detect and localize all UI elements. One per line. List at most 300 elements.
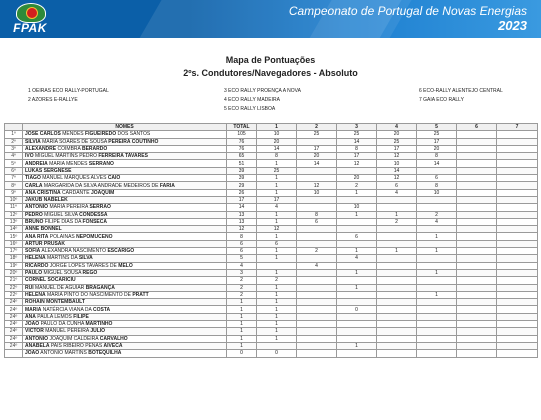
name-cell — [23, 175, 227, 182]
last-name: SILVA — [78, 255, 93, 262]
event-points-cell — [297, 306, 337, 313]
event-points-cell — [297, 291, 337, 298]
last-name: JOAQUIM — [90, 189, 115, 196]
event-points-cell — [457, 291, 497, 298]
event-points-cell — [297, 277, 337, 284]
last-name: BERARDO — [81, 146, 108, 153]
total-cell: 2 — [227, 291, 257, 298]
event-points-cell: 0 — [337, 306, 377, 313]
middle-name: JOAQUIM CALDEIRA — [49, 335, 99, 342]
name-cell — [23, 328, 227, 335]
last-name: PRUSAK — [43, 240, 66, 247]
table-row — [5, 350, 538, 357]
event-points-cell — [377, 269, 417, 276]
first-name: ANA RITA — [25, 233, 49, 240]
middle-name: ALEXANDRA NASCIMENTO — [41, 248, 107, 255]
event-points-cell — [337, 196, 377, 203]
last-name: FONSECA — [82, 219, 107, 225]
middle-name: POLAINAS — [49, 233, 75, 240]
name-cell — [23, 284, 227, 291]
name-cell — [23, 233, 227, 240]
first-name: VICTOR — [25, 328, 44, 335]
event-points-cell: 1 — [257, 291, 297, 298]
event-points-cell — [417, 321, 457, 328]
event-points-cell: 1 — [417, 233, 457, 240]
name-cell — [23, 255, 227, 262]
rank-cell: 1º — [5, 131, 23, 138]
first-name: ANTÓNIO — [25, 335, 49, 342]
event-points-cell: 17 — [377, 145, 417, 152]
last-name: BONNEL — [40, 226, 62, 233]
rank-cell: 16º — [5, 240, 23, 247]
table-row — [5, 211, 538, 218]
total-cell: 5 — [227, 255, 257, 262]
event-points-cell: 1 — [417, 291, 457, 298]
total-cell: 6 — [227, 240, 257, 247]
event-3: 3 ECO RALLY PROENÇA A NOVA — [224, 88, 301, 94]
event-points-cell — [297, 167, 337, 174]
name-cell — [23, 269, 227, 276]
rank-cell: 9º — [5, 189, 23, 196]
event-points-cell: 20 — [257, 138, 297, 145]
last-name: FIGUEIREDO — [85, 131, 117, 138]
event-points-cell: 25 — [337, 131, 377, 138]
rank-cell: 2º — [5, 138, 23, 145]
rank-cell: 24º — [5, 328, 23, 335]
rank-cell — [5, 350, 23, 357]
event-points-cell — [497, 153, 538, 160]
event-points-cell — [457, 277, 497, 284]
event-points-cell — [457, 196, 497, 203]
total-cell: 1 — [227, 306, 257, 313]
name-cell — [23, 291, 227, 298]
event-points-cell: 2 — [377, 218, 417, 225]
last-name: CARVALHO — [99, 335, 128, 342]
logo-text: FPAK — [13, 21, 47, 35]
event-points-cell: 8 — [337, 145, 377, 152]
total-cell: 26 — [227, 189, 257, 196]
event-points-cell — [497, 138, 538, 145]
first-name: RUI — [25, 284, 34, 291]
event-points-cell — [417, 196, 457, 203]
event-points-cell: 20 — [417, 145, 457, 152]
event-points-cell: 1 — [257, 299, 297, 306]
event-points-cell — [377, 255, 417, 262]
table-row — [5, 240, 538, 247]
event-points-cell — [417, 335, 457, 342]
event-points-cell — [377, 335, 417, 342]
name-cell — [23, 160, 227, 167]
event-points-cell — [297, 138, 337, 145]
event-2: 2 AZORES E-RALLYE — [28, 97, 78, 103]
event-points-cell — [337, 299, 377, 306]
event-points-cell: 4 — [337, 255, 377, 262]
rank-cell: 7º — [5, 175, 23, 182]
event-points-cell — [337, 277, 377, 284]
table-row — [5, 226, 538, 233]
event-6: 6 ECO-RALLY ALENTEJO CENTRAL — [419, 88, 503, 94]
event-points-cell — [297, 350, 337, 357]
first-name: ANDREIA — [25, 160, 48, 167]
table-row — [5, 196, 538, 203]
event-points-cell — [497, 218, 538, 225]
event-points-cell — [457, 269, 497, 276]
first-name: ROHAIN — [25, 299, 45, 306]
event-points-cell — [457, 284, 497, 291]
event-points-cell — [377, 196, 417, 203]
table-row — [5, 138, 538, 145]
first-name: ANTÓNIO — [25, 204, 49, 211]
first-name: PAULO — [25, 270, 43, 277]
rank-cell: 12º — [5, 211, 23, 218]
event-points-cell — [417, 313, 457, 320]
event-points-cell: 1 — [257, 255, 297, 262]
last-name: JÚLIO — [90, 328, 106, 335]
middle-name: MARGARIDA DA SILVA ANDRADE MEDEIROS DE — [43, 182, 159, 189]
event-points-cell — [497, 313, 538, 320]
event-points-cell — [457, 328, 497, 335]
event-points-cell: 14 — [337, 138, 377, 145]
total-cell: 39 — [227, 167, 257, 174]
header-event-4: 4 — [377, 124, 417, 131]
event-points-cell — [377, 321, 417, 328]
total-cell: 76 — [227, 138, 257, 145]
event-points-cell: 25 — [257, 167, 297, 174]
last-name: FERREIRA TAVARES — [98, 153, 148, 160]
middle-name: MIGUEL SILVA — [44, 211, 78, 218]
name-cell — [23, 189, 227, 196]
event-points-cell: 1 — [257, 328, 297, 335]
event-points-cell: 17 — [297, 145, 337, 152]
table-row — [5, 175, 538, 182]
event-points-cell: 1 — [257, 189, 297, 196]
middle-name: MARIA MENDES — [49, 160, 88, 167]
last-name: MONTEMBAULT — [46, 299, 85, 306]
event-points-cell — [417, 350, 457, 357]
event-points-cell: 12 — [377, 175, 417, 182]
event-points-cell: 4 — [417, 218, 457, 225]
event-points-cell — [497, 328, 538, 335]
total-cell: 8 — [227, 233, 257, 240]
total-cell: 2 — [227, 277, 257, 284]
event-points-cell — [497, 175, 538, 182]
middle-name: MARTINS DA — [46, 255, 78, 262]
rank-cell: 14º — [5, 226, 23, 233]
total-cell: 4 — [227, 262, 257, 269]
event-points-cell — [377, 291, 417, 298]
first-name: JOÃO — [25, 321, 40, 328]
event-points-cell — [297, 321, 337, 328]
name-cell — [23, 350, 227, 357]
event-points-cell — [497, 233, 538, 240]
header-banner — [0, 0, 541, 38]
event-points-cell — [457, 335, 497, 342]
last-name: FILIPE — [73, 313, 89, 320]
event-points-cell — [497, 182, 538, 189]
event-points-cell: 1 — [257, 218, 297, 225]
event-points-cell — [497, 167, 538, 174]
name-cell — [23, 182, 227, 189]
name-cell — [23, 226, 227, 233]
middle-name: JORGE LOPES TAVARES DE — [49, 262, 117, 269]
event-points-cell: 2 — [297, 248, 337, 255]
table-row — [5, 335, 538, 342]
event-points-cell — [297, 342, 337, 349]
event-points-cell — [337, 291, 377, 298]
event-points-cell: 1 — [257, 233, 297, 240]
table-row — [5, 189, 538, 196]
last-name: BOTEQUILHA — [88, 350, 122, 357]
first-name: SOFIA — [25, 248, 41, 255]
name-cell — [23, 277, 227, 284]
table-row — [5, 131, 538, 138]
table-row — [5, 342, 538, 349]
event-points-cell — [297, 328, 337, 335]
table-row — [5, 306, 538, 313]
middle-name: MARIA PEREIRA — [49, 204, 89, 211]
table-row — [5, 291, 538, 298]
total-cell: 3 — [227, 269, 257, 276]
event-points-cell — [457, 342, 497, 349]
event-points-cell — [377, 284, 417, 291]
event-points-cell: 10 — [297, 189, 337, 196]
first-name: JAKUB — [25, 197, 43, 204]
header-event-3: 3 — [337, 124, 377, 131]
document-subtitle: 2ºs. Condutores/Navegadores - Absoluto — [183, 68, 358, 78]
championship-year: 2023 — [498, 18, 527, 33]
rank-cell: 4º — [5, 153, 23, 160]
middle-name: COIMBRA — [57, 146, 81, 153]
table-row — [5, 218, 538, 225]
event-points-cell — [377, 204, 417, 211]
event-points-cell — [417, 299, 457, 306]
middle-name: MENDES — [62, 131, 84, 138]
event-points-cell — [497, 342, 538, 349]
event-points-cell — [497, 131, 538, 138]
event-points-cell: 6 — [257, 240, 297, 247]
last-name: REGO — [82, 270, 98, 277]
event-points-cell: 20 — [297, 153, 337, 160]
event-points-cell: 10 — [337, 204, 377, 211]
name-suffix: DOS SANTOS — [117, 131, 151, 138]
event-points-cell — [417, 284, 457, 291]
rank-cell: 19º — [5, 262, 23, 269]
rank-cell: 10º — [5, 196, 23, 203]
event-points-cell: 25 — [297, 131, 337, 138]
name-cell — [23, 211, 227, 218]
event-points-cell: 1 — [417, 269, 457, 276]
event-points-cell — [457, 350, 497, 357]
event-points-cell: 1 — [337, 284, 377, 291]
table-row — [5, 248, 538, 255]
total-cell: 39 — [227, 175, 257, 182]
first-name: BRUNO — [25, 219, 44, 225]
rank-cell: 13º — [5, 218, 23, 225]
last-name: PEREIRA COUTINHO — [108, 138, 159, 145]
header-event-1: 1 — [257, 124, 297, 131]
middle-name: ANTÓNIO MARTINS — [40, 350, 87, 357]
event-points-cell — [457, 131, 497, 138]
event-points-cell — [297, 204, 337, 211]
total-cell: 76 — [227, 145, 257, 152]
total-cell: 105 — [227, 131, 257, 138]
last-name: BRAGANÇA — [85, 284, 115, 291]
event-points-cell — [337, 335, 377, 342]
event-points-cell: 1 — [257, 306, 297, 313]
middle-name: PAIS RIBEIRO PENAS — [50, 343, 103, 350]
event-points-cell — [297, 196, 337, 203]
event-points-cell: 6 — [337, 233, 377, 240]
event-points-cell — [497, 145, 538, 152]
middle-name: FILIPE DIAS DA — [44, 219, 82, 225]
event-points-cell — [297, 233, 337, 240]
event-points-cell — [337, 328, 377, 335]
event-points-cell: 8 — [417, 182, 457, 189]
last-name: NEPOMUCENO — [76, 233, 113, 240]
table-row — [5, 204, 538, 211]
first-name: SÍLVIA — [25, 138, 41, 145]
middle-name: MIGUEL SOUSA — [43, 270, 82, 277]
event-points-cell: 1 — [257, 211, 297, 218]
last-name: SERRANO — [88, 160, 114, 167]
event-points-cell: 14 — [377, 167, 417, 174]
event-5: 5 ECO RALLY LISBOA — [224, 106, 276, 112]
event-points-cell — [497, 189, 538, 196]
event-points-cell: 14 — [417, 160, 457, 167]
standings-table — [4, 123, 538, 358]
document-title: Mapa de Pontuações — [225, 55, 316, 65]
event-points-cell — [457, 182, 497, 189]
rank-cell: 20º — [5, 269, 23, 276]
last-name: FARIA — [159, 182, 175, 189]
event-points-cell — [457, 145, 497, 152]
name-cell — [23, 262, 227, 269]
event-points-cell — [337, 350, 377, 357]
event-points-cell: 1 — [337, 342, 377, 349]
header-event-5: 5 — [417, 124, 457, 131]
table-row — [5, 255, 538, 262]
event-points-cell: 10 — [417, 189, 457, 196]
event-points-cell — [497, 321, 538, 328]
rank-cell: 22º — [5, 291, 23, 298]
event-points-cell — [497, 335, 538, 342]
first-name: JOÃO — [25, 350, 40, 357]
event-points-cell: 1 — [257, 269, 297, 276]
first-name: CORNEL — [25, 277, 47, 284]
rank-cell: 24º — [5, 313, 23, 320]
event-points-cell — [497, 226, 538, 233]
name-cell — [23, 342, 227, 349]
first-name: CARLA — [25, 182, 43, 189]
event-points-cell — [417, 226, 457, 233]
event-points-cell: 2 — [337, 182, 377, 189]
total-cell: 51 — [227, 160, 257, 167]
table-row — [5, 328, 538, 335]
event-points-cell: 1 — [337, 269, 377, 276]
event-points-cell: 1 — [257, 335, 297, 342]
total-cell: 1 — [227, 299, 257, 306]
last-name: AIVECA — [103, 343, 123, 350]
rank-cell: 21º — [5, 277, 23, 284]
middle-name: NATÉRCIA VIANA DA — [42, 306, 92, 313]
middle-name: CARDANTE — [62, 189, 90, 196]
last-name: ESCARIGO — [107, 248, 135, 255]
first-name: HELENA — [25, 291, 46, 298]
event-points-cell — [497, 299, 538, 306]
rank-cell: 11º — [5, 204, 23, 211]
total-cell: 2 — [227, 284, 257, 291]
first-name: RICARDO — [25, 262, 49, 269]
event-points-cell: 1 — [337, 189, 377, 196]
event-points-cell — [497, 248, 538, 255]
crest-icon — [16, 3, 46, 23]
event-points-cell — [257, 342, 297, 349]
event-points-cell — [457, 204, 497, 211]
total-cell: 1 — [227, 313, 257, 320]
event-points-cell — [497, 240, 538, 247]
event-points-cell — [377, 226, 417, 233]
total-cell: 65 — [227, 153, 257, 160]
name-cell — [23, 248, 227, 255]
event-points-cell: 0 — [257, 350, 297, 357]
event-points-cell: 12 — [337, 160, 377, 167]
first-name: ARTUR — [25, 240, 43, 247]
event-points-cell: 6 — [297, 218, 337, 225]
name-cell — [23, 299, 227, 306]
event-points-cell — [457, 211, 497, 218]
name-cell — [23, 153, 227, 160]
event-points-cell: 8 — [257, 153, 297, 160]
total-cell: 1 — [227, 321, 257, 328]
rank-cell: 24º — [5, 342, 23, 349]
event-points-cell — [497, 160, 538, 167]
event-points-cell — [457, 233, 497, 240]
last-name: SERGNESE — [43, 167, 72, 174]
table-row — [5, 269, 538, 276]
name-cell — [23, 138, 227, 145]
event-points-cell — [377, 342, 417, 349]
rank-cell: 5º — [5, 160, 23, 167]
event-points-cell: 1 — [257, 160, 297, 167]
championship-title: Campeonato de Portugal de Novas Energias — [288, 4, 527, 18]
event-points-cell: 25 — [377, 138, 417, 145]
event-points-cell: 1 — [257, 248, 297, 255]
event-points-cell: 14 — [297, 160, 337, 167]
event-points-cell — [457, 240, 497, 247]
rank-cell: 24º — [5, 335, 23, 342]
event-points-cell — [497, 277, 538, 284]
first-name: ANABELA — [25, 343, 50, 350]
total-cell: 29 — [227, 182, 257, 189]
last-name: MELO — [118, 262, 133, 269]
table-row — [5, 321, 538, 328]
event-points-cell — [337, 218, 377, 225]
event-points-cell — [377, 328, 417, 335]
rank-cell: 18º — [5, 255, 23, 262]
event-points-cell: 1 — [377, 248, 417, 255]
event-points-cell — [377, 299, 417, 306]
event-points-cell — [417, 262, 457, 269]
first-name: IVO — [25, 153, 34, 160]
event-points-cell — [377, 262, 417, 269]
rank-cell: 24º — [5, 299, 23, 306]
last-name: NABELEK — [43, 197, 68, 204]
first-name: ANA — [25, 313, 36, 320]
total-cell: 1 — [227, 342, 257, 349]
event-points-cell — [297, 175, 337, 182]
event-points-cell: 4 — [257, 204, 297, 211]
middle-name: PAULA LEMOS — [37, 313, 72, 320]
